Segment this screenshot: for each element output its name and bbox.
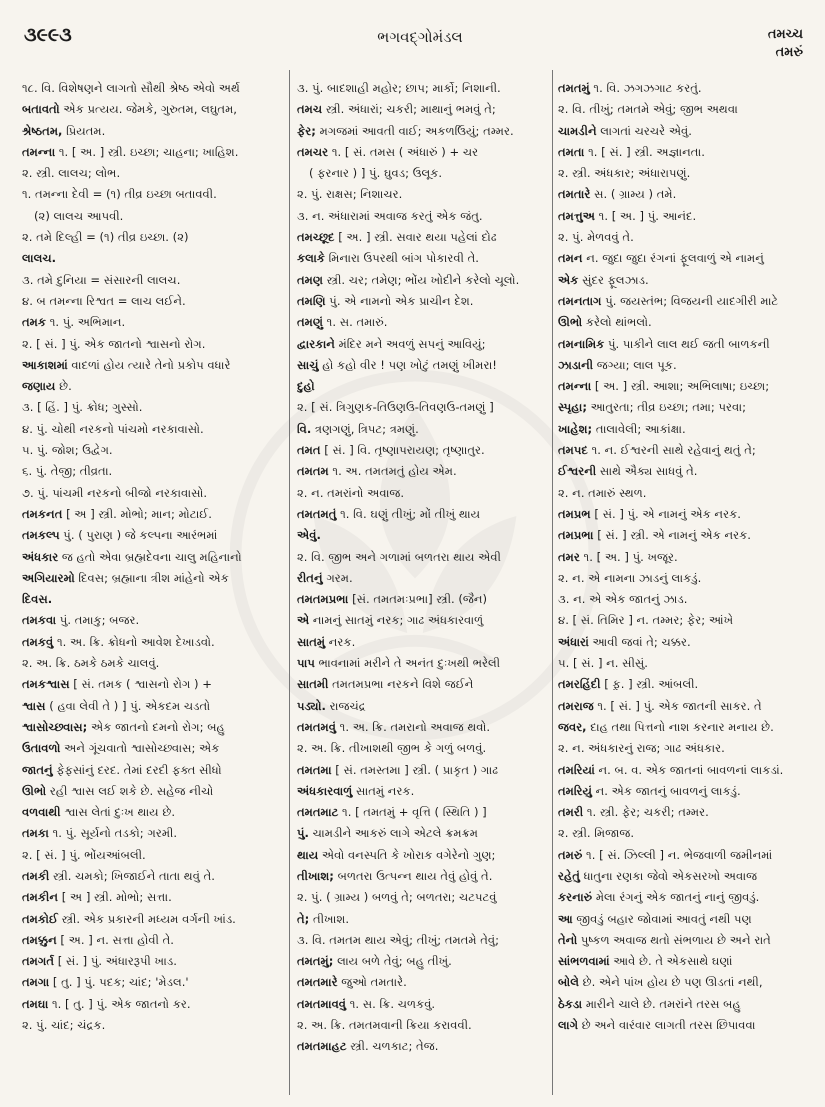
- entry-line: ૩. વિ. તમતમ થાય એવું; તીખું; તમતમે તેવું;: [297, 932, 500, 947]
- entry-line: તમરી ૧. સ્ત્રી. ફેર; ચકરી; તમ્મર.: [558, 805, 709, 820]
- entry-line: ૨. [ સં. ] પું. ભોંયઆંબલી.: [22, 847, 146, 862]
- entry-line: અંધકાર જ હતો એવા બ્રહ્મદેવના ચાલુ મહિનાનો: [22, 549, 242, 564]
- page-header: [0, 0, 825, 60]
- headword: કલાકે: [297, 251, 325, 266]
- headword: તમરી: [558, 805, 584, 820]
- headword: તમતમાહટ: [297, 1039, 347, 1054]
- entry-line: ૨. પું. મેળવવું તે.: [558, 230, 634, 245]
- entry-line: તીખાશ; બળતરા ઉત્પન્ન થાય તેવું હોવું તે.: [297, 868, 493, 883]
- entry-line: પડ્યો. રાજચંદ્ર: [297, 698, 366, 713]
- headword: તમનામિક: [558, 336, 605, 351]
- entry-line: આકાશમાં વાદળાં હોય ત્યારે તેનો પ્રકોપ વધારે: [22, 357, 231, 372]
- entry-line: ૧૮. વિ. વિશેષણને લાગતો સૌથી શ્રેષ્ઠ એવો અર્થ: [22, 81, 240, 95]
- entry-line: તમકી સ્ત્રી. ચમકો; ખિજાઈને તાતા થવું તે.: [22, 868, 215, 883]
- entry-line: ૨. ન. તમરાંનો અવાજ.: [297, 485, 405, 500]
- headword: બતાવતો: [22, 102, 60, 117]
- guide-word-first: તમચ્ચ: [767, 27, 803, 42]
- entry-line: તમરહિંદી [ ફ઼. ] સ્ત્રી. આંબલી.: [558, 677, 699, 692]
- entry-line: તમત [ સં. ] વિ. તૃષ્ણાપરાયણ; તૃષ્ણાતુર.: [297, 443, 485, 458]
- entry-line: [22, 248, 282, 269]
- headword: તમરાજ: [558, 698, 594, 713]
- entry-line: ઝાડાની જગ્યા; લાલ પૂક.: [558, 357, 677, 372]
- headword: ઉતાવળો: [22, 741, 61, 756]
- entry-line: તમપ્રભ [ સં. ] પું. એ નામનું એક નરક.: [558, 506, 741, 521]
- headword: તમપ્રભ: [558, 506, 591, 521]
- entry-line: આ જીવડું બહાર જોવામાં આવતું નથી પણ: [558, 911, 752, 926]
- headword: તમતમવું: [297, 719, 336, 734]
- entry-line: તમકવું ૧. અ. ક્રિ. ક્રોધનો આવેશ દેખાડવો.: [22, 634, 215, 649]
- headword: તમતમું: [558, 81, 590, 95]
- headword: તમચ: [297, 102, 323, 117]
- entry-line: જણાય છે.: [22, 379, 72, 394]
- headword: તેનો: [558, 932, 578, 947]
- entry-line: જાતનું ફેફસાંનું દરદ. તેમાં દરદી ફક્ત સીધો: [22, 762, 222, 777]
- dictionary-column-1: [22, 78, 282, 1088]
- entry-line: તમતમા [ સં. તમસ્તમા ] સ્ત્રી. ( પ્રાકૃત ) ગાઢ: [297, 762, 498, 777]
- entry-line: તમતમપ્રભા [સં. તમતમઃપ્રભા] સ્ત્રી. (જૈન): [297, 592, 488, 607]
- headword: તમતમતું: [297, 506, 337, 521]
- entry-line: ઊભો રહી શ્વાસ લઈ શકે છે. સહેજ નીચો: [22, 783, 214, 798]
- headword: જણાય: [22, 379, 56, 394]
- entry-line: તમન ન. જુદા જુદા રંગનાં ફૂલવાળું એ નામનું: [558, 251, 764, 266]
- headword: તમકા: [22, 826, 49, 841]
- headword: વિ.: [297, 421, 312, 436]
- entry-line: તમતમું ૧. વિ. ઝગઝગાટ કરતું.: [558, 81, 702, 95]
- entry-line: ૨. [ સં. ] પું. એક જાતનો શ્વાસનો રોગ.: [22, 336, 206, 351]
- entry-line: રહેતું ધાતુના રણકા જેવો એકસરખો અવાજ: [558, 868, 758, 883]
- headword: તમન્ના: [22, 144, 56, 159]
- entry-line: સાતમી તમતમપ્રભા નરકને વિશે જઈને: [297, 677, 474, 692]
- headword: શ્વાસ: [22, 698, 46, 713]
- entry-line: ઊભો કરેલો થાંભલો.: [558, 315, 652, 330]
- entry-line: તમક્કુન [ અ. ] ન. સત્તા હોવી તે.: [22, 932, 174, 947]
- entry-line: પું. ચામડીને આકરું લાગે એટલે ક્રમક્રમ: [297, 826, 478, 841]
- headword: તમરહિંદી: [558, 677, 601, 692]
- headword: જાતનું: [22, 762, 53, 777]
- headword: તીખાશ;: [297, 868, 334, 883]
- entry-line: તમકનત [ અ ] સ્ત્રી. મોભો; માન; મોટાઈ.: [22, 506, 212, 521]
- headword: તમક્કુન: [22, 932, 57, 947]
- entry-line: ૨. પું. ( ગ્રામ્ય ) બળવું તે; બળતરા; ચટપટવું: [297, 890, 497, 905]
- entry-line: ૨. તમે દિલ્હી = (૧) તીવ્ર ઇચ્છા. (૨): [22, 230, 189, 245]
- headword: ફેર;: [297, 123, 316, 138]
- entry-line: શ્રેષ્ઠતમ, પ્રિયતમ.: [22, 123, 106, 138]
- entry-line: ઈશ્વરની સાથે ઐક્ય સાધવું તે.: [558, 464, 698, 479]
- entry-line: તમતમ ૧. અ. તમતમતું હોય એમ.: [297, 464, 457, 479]
- entry-line: ૨. અ. ક્રિ. ઠમકે ઠમકે ચાલવું.: [22, 656, 160, 671]
- entry-line: તમતમું; લાય બળે તેવું; બહુ તીખું.: [297, 954, 452, 969]
- entry-line: તમકોઈ સ્ત્રી. એક પ્રકારની મધ્યમ વર્ગની ખાંડ.: [22, 911, 236, 926]
- entry-line: અંધારાં આવી જવાં તે; ચક્કર.: [558, 634, 691, 649]
- headword: પાપ: [297, 656, 315, 671]
- entry-line: ખાહેશ; તાલાવેલી; આકાંક્ષા.: [558, 421, 686, 436]
- headword: દિવસ.: [22, 592, 53, 607]
- entry-line: ૨. પું. રાક્ષસ; નિશાચર.: [297, 187, 403, 202]
- entry-line: તમક ૧. પું. અભિમાન.: [22, 315, 126, 330]
- entry-line: તમચ સ્ત્રી. અંધારાં; ચકરી; માથાનું ભમવું તે;: [297, 102, 496, 117]
- entry-line: તમકવા પું. તમાકુ; બજર.: [22, 613, 140, 628]
- entry-line: તમર ૧. [ અ. ] પું. ખજૂર.: [558, 549, 678, 564]
- entry-line: [297, 525, 549, 546]
- headword: બોલે: [558, 975, 579, 990]
- headword: તમગર્ત: [22, 954, 55, 969]
- entry-line: ૨. પું. ચાંદ; ચંદ્રક.: [22, 1018, 106, 1033]
- column-rule: [289, 70, 290, 1095]
- entry-line: એ નામનું સાતમું નરક; ગાઢ અંધકારવાળું: [297, 613, 484, 628]
- headword: અંધકાર: [22, 549, 59, 564]
- entry-line: તમરિયાં ન. બ. વ. એક જાતનાં બાવળનાં લાકડાં.: [558, 762, 784, 777]
- entry-line: તમણિ પું. એ નામનો એક પ્રાચીન દેશ.: [297, 293, 474, 308]
- entry-line: ૨. અ. ક્રિ. તીખાશથી જીભ કે ગળું બળવું.: [297, 741, 487, 756]
- headword: શ્વાસોચ્છ્વાસ;: [22, 719, 88, 734]
- headword: ઈશ્વરની: [558, 464, 597, 479]
- entry-line: વળવાથી શ્વાસ લેતાં દુઃખ થાય છે.: [22, 805, 176, 820]
- entry-line: ૩. [ હિં. ] પું. ક્રોધ; ગુસ્સો.: [22, 400, 143, 415]
- headword: તમણું: [297, 315, 323, 330]
- headword: પડ્યો.: [297, 698, 326, 713]
- entry-line: ૨. સ્ત્રી. લાલચ; લોભ.: [22, 166, 121, 181]
- headword: તમકલ્પ: [22, 528, 60, 543]
- entry-line: સાચું હો કહો વીર ! પણ ખોટું તમણું ખીમરા!: [297, 357, 497, 372]
- entry-line: પાપ ભાવનામાં મરીને તે અનંત દુઃખથી ભરેલી: [297, 656, 501, 671]
- entry-line: તે; તીખાશ.: [297, 911, 350, 926]
- entry-line: તમત્તુઅ ૧. [ અ. ] પું. આનંદ.: [558, 208, 697, 223]
- headword: તમચ્છૂદ: [297, 230, 335, 245]
- entry-line: તમકલ્પ પું. ( પુરાણ ) જે કલ્પના આરંભમાં: [22, 528, 218, 543]
- entry-line: લાગે છે અને વારંવાર લાગતી તરસ છિપાવવા: [558, 1018, 756, 1033]
- headword: તમકનત: [22, 506, 63, 521]
- entry-line: દ્વારકાને મંદિર મને અવળું સપનું આવિયું;: [297, 336, 486, 351]
- entry-line: સાતમું નરક.: [297, 634, 356, 649]
- headword: રીતનું: [297, 570, 323, 585]
- headword: તમત્તુઅ: [558, 208, 595, 223]
- entry-line: સાંભળવામાં આવે છે. તે એકસાથે ઘણાં: [558, 954, 733, 969]
- headword: દુહો: [297, 379, 315, 394]
- entry-line: શ્વાસોચ્છ્વાસ; એક જાતનો દમનો રોગ; બહુ: [22, 719, 225, 734]
- entry-line: ૨. વિ. જીભ અને ગળામાં બળતરા થાય એવી: [297, 549, 501, 564]
- entry-line: ૨. વિ. તીખું; તમતમે એવું; જીભ અથવા: [558, 102, 738, 117]
- headword: તમન: [558, 251, 583, 266]
- headword: આકાશમાં: [22, 357, 68, 372]
- headword: તમર: [558, 549, 580, 564]
- headword: જવર,: [558, 719, 587, 734]
- entry-line: બોલે છે. એને પાંખ હોય છે પણ ઊડતાં નથી,: [558, 975, 763, 990]
- entry-line: સ્પૃહા; આતુરતા; તીવ્ર ઇચ્છા; તમા; પરવા;: [558, 400, 746, 415]
- entry-line: ૨. ન. અંધકારનું રાજ; ગાઢ અંધકાર.: [558, 741, 725, 756]
- headword: ઝાડાની: [558, 357, 594, 372]
- entry-line: ૨. [ સં. ત્રિગુણક-તિઉણઉ-તિવણઉ-તમણું ]: [297, 400, 494, 415]
- headword: સાંભળવામાં: [558, 954, 610, 969]
- entry-line: તમગા [ તુ. ] પું. પદક; ચાંદ; 'મેડલ.': [22, 975, 189, 990]
- entry-line: ૩. ન. અંધારામાં અવાજ કરતું એક જંતુ.: [297, 208, 483, 223]
- headword: તમપ્રભા: [558, 528, 594, 543]
- headword: તમઘા: [22, 996, 49, 1011]
- headword: સાચું: [297, 357, 319, 372]
- headword: એક: [558, 272, 579, 287]
- headword: તમતારે: [558, 187, 591, 202]
- entry-line: ( ફરનાર ) ] પું. ઘુવડ; ઉલૂક.: [309, 166, 443, 181]
- headword: શ્રેષ્ઠતમ,: [22, 123, 63, 138]
- headword: તમતમ: [297, 464, 329, 479]
- page-number: ૩૯૯૩: [24, 24, 72, 46]
- headword: અંધારાં: [558, 634, 589, 649]
- entry-line: તમઘા ૧. [ તુ. ] પું. એક જાતનો કર.: [22, 996, 191, 1011]
- entry-line: તમનતાગ પું. જયસ્તંભ; વિજયની યાદગીરી માટે: [558, 293, 779, 308]
- entry-line: તમણ સ્ત્રી. ચર; તમેણ; ભોંય ખોદીને કરેલો ચૂલો.: [297, 272, 520, 287]
- entry-line: તમન્ના ૧. [ અ. ] સ્ત્રી. ઇચ્છા; ચાહના; ખાહિશ.: [22, 144, 239, 159]
- headword: તમરું: [558, 847, 583, 862]
- entry-line: ૨. સ્ત્રી. અંધકાર; અંધારાપણું.: [558, 166, 691, 181]
- headword: તમરિયું: [558, 783, 592, 798]
- headword: ઠેકડા: [558, 996, 583, 1011]
- entry-line: તમન્ના [ અ. ] સ્ત્રી. આશા; અભિલાષા; ઇચ્છા;: [558, 379, 770, 394]
- headword: તમકોઈ: [22, 911, 58, 926]
- entry-line: તમકા ૧. પું. સૂર્યનો તડકો; ગરમી.: [22, 826, 178, 841]
- entry-line: ૨. ન. એ નામના ઝાડનું લાકડું.: [558, 570, 702, 585]
- entry-line: જવર, દાહ તથા પિત્તનો નાશ કરનાર મનાય છે.: [558, 719, 774, 734]
- headword: તમતમાટ: [297, 805, 339, 820]
- entry-line: ૨. ન. તમારું સ્થળ.: [558, 485, 647, 500]
- entry-line: તમગર્ત [ સં. ] પું. અંધારરૂપી ખાડ.: [22, 954, 177, 969]
- entry-line: તેનો પુષ્કળ અવાજ થતો સંભળાય છે અને રાતે: [558, 932, 771, 947]
- entry-line: તમકીન [ અ ] સ્ત્રી. મોભો; સત્તા.: [22, 890, 172, 905]
- entry-line: ૫. [ સં. ] ન. સીસું.: [558, 656, 648, 671]
- headword: તે;: [297, 911, 310, 926]
- headword: લાગે: [558, 1018, 579, 1033]
- headword: આ: [558, 911, 573, 926]
- entry-line: ૨. અ. ક્રિ. તમતમવાની ક્રિયા કરાવવી.: [297, 1018, 472, 1033]
- entry-line: ૨. સ્ત્રી. મિજાજ.: [558, 826, 635, 841]
- entry-line: તમતમવું ૧. અ. ક્રિ. તમરાનો અવાજ થવો.: [297, 719, 491, 734]
- entry-line: તમનામિક પું. પાકીને લાલ થઈ જતી બાળકની: [558, 336, 770, 351]
- entry-line: ૪. પું. ચોથી નરકનો પાંચમો નરકાવાસો.: [22, 421, 204, 436]
- headword: તમકી: [22, 868, 50, 883]
- entry-line: [297, 376, 549, 397]
- headword: સ્પૃહા;: [558, 400, 587, 415]
- headword: લાલચ.: [22, 251, 57, 266]
- entry-line: તમપ્રભા [ સં. ] સ્ત્રી. એ નામનું એક નરક.: [558, 528, 751, 543]
- entry-line: ૩. ન. એ એક જાતનું ઝાડ.: [558, 592, 688, 607]
- headword: તમગા: [22, 975, 50, 990]
- entry-line: તમતમાહટ સ્ત્રી. ચળકાટ; તેજ.: [297, 1039, 439, 1054]
- headword: તમત: [297, 443, 321, 458]
- entry-line: તમપદ ૧. ન. ઈશ્વરની સાથે રહેવાનું થતું તે;: [558, 443, 756, 458]
- headword: તમતમા: [297, 762, 332, 777]
- entry-line: ૫. પું. જોશ; ઉદ્વેગ.: [22, 443, 113, 458]
- headword: ઊભો: [22, 783, 47, 798]
- entry-line: વિ. ત્રણગણું, ત્રિપટ; ત્રમણું.: [297, 421, 419, 436]
- dictionary-column-2: [297, 78, 549, 1088]
- entry-line: અગિયારમો દિવસ; બ્રહ્માના ત્રીશ માંહેનો એક: [22, 570, 229, 585]
- entry-line: તમચર ૧. [ સં. તમસ ( અંધારું ) + ચર: [297, 144, 479, 159]
- entry-line: તમરાજ ૧. [ સં. ] પું. એક જાતની સાકર. તે: [558, 698, 762, 713]
- column-rule: [552, 70, 553, 1095]
- entry-line: તમણું ૧. સ. તમારું.: [297, 315, 388, 330]
- headword: તમનતાગ: [558, 293, 602, 308]
- entry-line: તમચ્છૂદ [ અ. ] સ્ત્રી. સવાર થયા પહેલાં દોઢ: [297, 230, 497, 245]
- entry-line: તમતારે સ. ( ગ્રામ્ય ) તમે.: [558, 187, 677, 202]
- guide-words: [768, 26, 803, 62]
- headword: તમચર: [297, 144, 329, 159]
- headword: થાય: [297, 847, 319, 862]
- entry-line: ૩. પું. બાદશાહી મહોર; છાપ; માર્કો; નિશાની.: [297, 81, 501, 95]
- entry-line: ૧. તમન્ના દેવી = (૧) તીવ્ર ઇચ્છા બતાવવી.: [22, 187, 217, 202]
- headword: કરનારું: [558, 890, 593, 905]
- entry-line: [22, 589, 282, 610]
- entry-line: ઠેકડા મારીને ચાલે છે. તમરાંને તરસ બહુ: [558, 996, 741, 1011]
- headword: તમણ: [297, 272, 323, 287]
- headword: તમકવું: [22, 634, 54, 649]
- headword: તમકશ્વાસ: [22, 677, 70, 692]
- entry-line: ૩. તમે દુનિયા = સંસારની લાલચ.: [22, 272, 181, 287]
- headword: એવું.: [297, 528, 321, 543]
- headword: તમપદ: [558, 443, 588, 458]
- headword: તમણિ: [297, 293, 326, 308]
- headword: રહેતું: [558, 868, 580, 883]
- entry-line: તમતમાટ ૧. [ તમતમું + વૃત્તિ ( સ્થિતિ ) ]: [297, 805, 487, 820]
- headword: ચામડીને: [558, 123, 597, 138]
- running-title: ભગવદ્ગોમંડલ: [377, 28, 463, 46]
- entry-line: તમતા ૧. [ સં. ] સ્ત્રી. અજ્ઞાનતા.: [558, 144, 705, 159]
- headword: તમકવા: [22, 613, 57, 628]
- headword: સાતમું: [297, 634, 326, 649]
- headword: પું.: [297, 826, 309, 841]
- entry-line: ૭. પું. પાંચમી નરકનો બીજો નરકાવાસો.: [22, 485, 208, 500]
- entry-line: શ્વાસ ( હવા લેવી તે ) ] પું. એકદમ ચડતો: [22, 698, 211, 713]
- entry-line: તમરિયું ન. એક જાતનું બાવળનું લાકડું.: [558, 783, 741, 798]
- headword: તમતમાવવું: [297, 996, 347, 1011]
- headword: તમતા: [558, 144, 585, 159]
- headword: તમન્ના: [558, 379, 592, 394]
- entry-line: કરનારું મેલા રંગનું એક જાતનું નાનું જીવડું.: [558, 890, 760, 905]
- entry-line: થાય એવો વનસ્પતિ કે ખોરાક વગેરેનો ગુણ;: [297, 847, 496, 862]
- entry-line: ફેર; મગજમાં આવતી વાઈ; અકળઉિયું; તમ્મર.: [297, 123, 514, 138]
- dictionary-column-3: [558, 78, 810, 1088]
- headword: ઊભો: [558, 315, 583, 330]
- headword: એ: [297, 613, 310, 628]
- headword: દ્વારકાને: [297, 336, 335, 351]
- headword: અંધકારવાળું: [297, 783, 353, 798]
- entry-line: તમકશ્વાસ [ સં. તમક ( શ્વાસનો રોગ ) +: [22, 677, 212, 692]
- entry-line: કલાકે મિનારા ઉપરથી બાંગ પોકારવી તે.: [297, 251, 479, 266]
- headword: તમરિયાં: [558, 762, 595, 777]
- entry-line: તમતમારે જુઓ તમતારે.: [297, 975, 407, 990]
- headword: અગિયારમો: [22, 570, 75, 585]
- entry-line: અંધકારવાળું સાતમું નરક.: [297, 783, 415, 798]
- headword: તમતમપ્રભા: [297, 592, 349, 607]
- entry-line: ચામડીને લાગતાં ચરચરે એવું.: [558, 123, 692, 138]
- entry-line: રીતનું ગરમ.: [297, 570, 353, 585]
- entry-line: ઉતાવળો અને ગૂંચવાતો શ્વાસોચ્છ્વાસ; એક: [22, 741, 220, 756]
- entry-line: તમતમતું ૧. વિ. ઘણું તીખું; મોં તીખું થાય: [297, 506, 481, 521]
- entry-line: (૨) લાલચ આપવી.: [34, 208, 124, 223]
- entry-line: ૬. પું. તેજી; તીવ્રતા.: [22, 464, 113, 479]
- entry-line: તમરું ૧. [ સં. ઝિલ્લી ] ન. ભેજવાળી જમીનમાં: [558, 847, 773, 862]
- headword: તમક: [22, 315, 47, 330]
- headword: તમતમારે: [297, 975, 338, 990]
- entry-line: એક સુંદર ફૂલઝાડ.: [558, 272, 649, 287]
- entry-line: તમતમાવવું ૧. સ. ક્રિ. ચળકવું.: [297, 996, 436, 1011]
- guide-word-last: તમરું: [775, 45, 803, 60]
- headword: વળવાથી: [22, 805, 61, 820]
- entry-line: બતાવતો એક પ્રત્યય. જેમકે, ગુરુતમ, લઘુતમ,: [22, 102, 237, 117]
- headword: સાતમી: [297, 677, 329, 692]
- entry-line: ૪. બ તમન્ના રિશ્વત = લાચ લઈને.: [22, 293, 186, 308]
- headword: તમકીન: [22, 890, 59, 905]
- entry-line: ૪. [ સં. તિમિર ] ન. તમ્મર; ફેર; આંખે: [558, 613, 734, 628]
- headword: તમતમું;: [297, 954, 334, 969]
- headword: ખાહેશ;: [558, 421, 593, 436]
